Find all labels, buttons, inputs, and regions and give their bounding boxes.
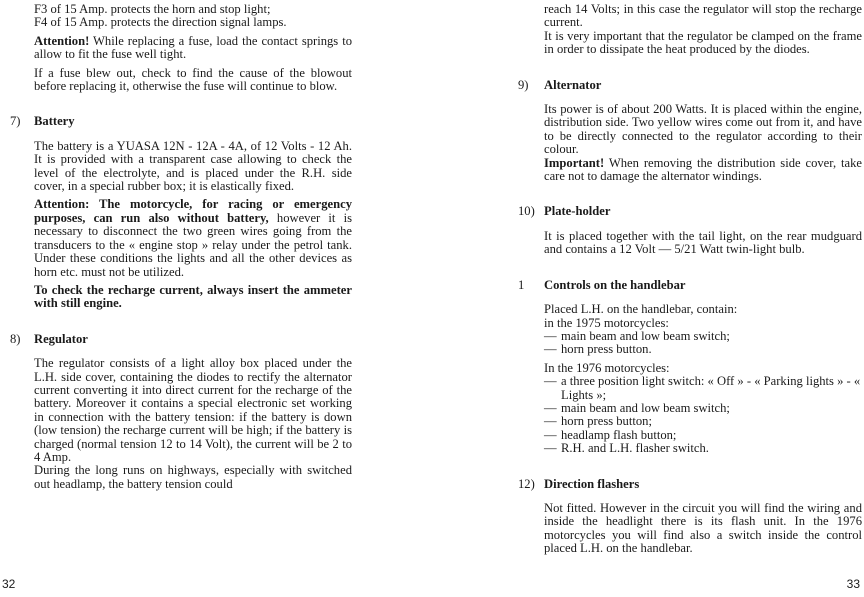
section-title: Controls on the handlebar — [544, 277, 686, 292]
controls-1976-intro: In the 1976 motorcycles: — [544, 360, 670, 375]
list-item: — headlamp flash button; — [544, 429, 862, 442]
page-number-right: 33 — [846, 577, 860, 591]
section-heading — [518, 79, 862, 92]
controls-intro: Placed L.H. on the handlebar, contain: — [544, 302, 738, 317]
list-item: — a three position light switch: « Off » - « Parking lights » - « Lights »; — [544, 375, 862, 402]
attention-text: While replacing a fuse, load the contact springs to allow to fit the fuse well tight. — [34, 33, 352, 62]
section-title: Plate-holder — [544, 204, 611, 219]
section-title: Direction flashers — [544, 476, 640, 491]
section-heading — [518, 478, 862, 491]
regulator-continued: reach 14 Volts; in this case the regulator will stop the recharge current. — [544, 2, 862, 30]
section-title: Regulator — [34, 331, 88, 346]
section-heading — [518, 205, 862, 218]
section-title: Battery — [34, 114, 75, 129]
list-item: — main beam and low beam switch; — [544, 330, 862, 343]
list-item: — R.H. and L.H. flasher switch. — [544, 442, 862, 455]
right-page — [432, 0, 864, 597]
section-battery — [10, 114, 353, 311]
controls-1976-list — [544, 375, 862, 455]
fuse-f3-line: F3 of 15 Amp. protects the horn and stop light; — [34, 2, 271, 16]
section-number: 9) — [518, 77, 529, 92]
section-heading — [10, 115, 352, 128]
controls-1975-list — [544, 330, 862, 357]
flashers-description: Not fitted. However in the circuit you will find the wiring and inside the headlight there is its flash unit. In the 1976 motorcycles you will find also a switch inside the control placed L.H. on the handlebar. — [544, 500, 862, 556]
alternator-important-paragraph — [544, 157, 862, 184]
section-number: 7) — [10, 114, 21, 129]
left-column — [10, 2, 353, 491]
alternator-description: Its power is of about 200 Watts. It is placed within the engine, distribution side. Two yellow wires come out from it, and have to be directly connected to the regulator according to their colour. — [544, 102, 862, 157]
plate-holder-description: It is placed together with the tail light, on the rear mudguard and contains a 12 Volt — 5/21 Watt twin-light bulb. — [544, 228, 862, 257]
important-label: Important! — [544, 155, 605, 170]
battery-recharge-note: To check the recharge current, always insert the ammeter with still engine. — [34, 282, 352, 311]
section-alternator — [518, 77, 862, 184]
fuse-f4-line: F4 of 15 Amp. protects the direction signal lamps. — [34, 15, 287, 30]
section-direction-flashers — [518, 476, 862, 556]
fuse-blowout-paragraph: If a fuse blew out, check to find the cause of the blowout before replacing it, otherwise the fuse will continue to blow. — [34, 65, 352, 94]
fuse-attention-paragraph — [34, 35, 352, 62]
battery-attention-bold: Attention: The motorcycle, for racing or emergency purposes, can run also without battery, — [34, 197, 352, 225]
section-heading — [518, 279, 862, 292]
section-number: 1 — [518, 277, 525, 292]
section-heading — [10, 333, 352, 346]
battery-attention-paragraph — [34, 198, 352, 278]
controls-1975-intro: in the 1975 motorcycles: — [544, 315, 669, 330]
section-controls — [518, 277, 862, 456]
regulator-highway-paragraph: During the long runs on highways, especially with switched out headlamp, the battery tension could — [34, 463, 352, 491]
list-item: — main beam and low beam switch; — [544, 402, 862, 415]
section-number: 8) — [10, 331, 21, 346]
section-regulator — [10, 331, 352, 491]
section-title: Alternator — [544, 77, 602, 92]
list-item: — horn press button; — [544, 415, 862, 428]
right-column — [518, 2, 862, 556]
battery-attention-rest: however it is necessary to disconnect the two green wires going from the transducers to the « engine stop » relay under the petrol tank. Under these conditions the lights and all the other devices as horn etc. must not be utilized. — [34, 210, 353, 279]
important-text: When removing the distribution side cover, take care not to damage the alternator windings. — [544, 155, 862, 184]
regulator-clamp-paragraph: It is very important that the regulator be clamped on the frame in order to dissipate the heat produced by the diodes. — [544, 28, 862, 57]
attention-label: Attention! — [34, 33, 90, 48]
page-number-left: 32 — [2, 577, 16, 591]
battery-description: The battery is a YUASA 12N - 12A - 4A, of 12 Volts - 12 Ah. It is provided with a transparent case allowing to check the level of the electrolyte, and is placed under the R.H. side cover, in a special rubber box; it is elastically fixed. — [34, 138, 352, 194]
list-item: — horn press button. — [544, 343, 862, 356]
section-number: 10) — [518, 204, 535, 219]
section-number: 12) — [518, 476, 535, 491]
regulator-description: The regulator consists of a light alloy box placed under the L.H. side cover, containing the diodes to rectify the alternator current converting it into direct current for the recharge of the battery. Moreover it contains a special electronic set working in connection with the battery tension: if the battery is down (low tension) the recharge current will be high; if the battery is charged (normal tension 12 to 14 Volt), the current will be 2 to 4 Amp. — [34, 356, 352, 464]
section-plate-holder — [518, 204, 862, 257]
